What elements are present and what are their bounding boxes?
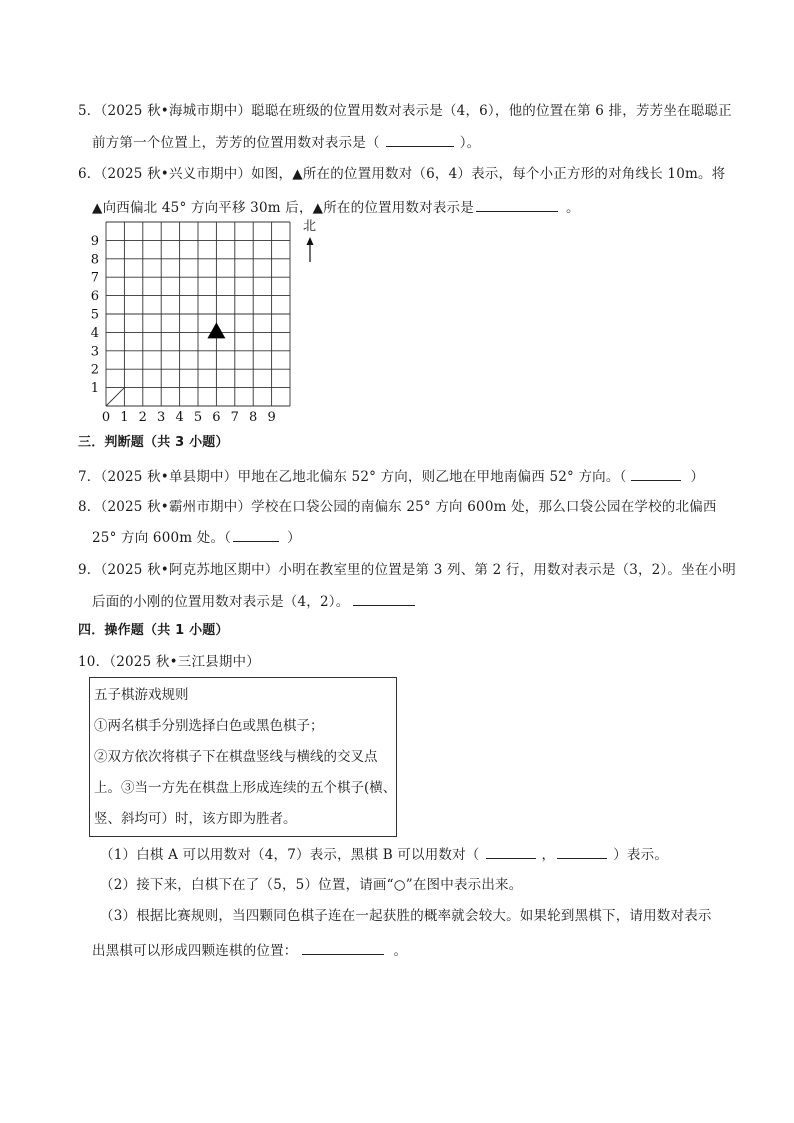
north-indicator <box>300 220 320 266</box>
q9-line1: 9．（2025 秋•阿克苏地区期中）小明在教室里的位置是第 3 列、第 2 行，用数对表示是（3，2）。坐在小明 <box>78 562 736 578</box>
rules-item-1: ①两名棋手分别选择白色或黑色棋子； <box>94 718 324 734</box>
q6-line2-end: 。 <box>565 200 580 216</box>
q6-line2-text: ▲向西偏北 45° 方向平移 30m 后，▲所在的位置用数对表示是 <box>92 200 474 216</box>
x-tick-label: 2 <box>138 410 147 425</box>
gomoku-rules-box <box>89 677 397 837</box>
q7-answer-blank[interactable] <box>631 466 681 481</box>
y-tick-label: 3 <box>90 344 99 360</box>
y-tick-label: 5 <box>90 307 99 323</box>
coordinate-grid-figure <box>80 218 330 428</box>
q6-answer-blank[interactable] <box>476 197 558 212</box>
q10-sub1-blank-b[interactable] <box>557 844 607 859</box>
q7-line <box>78 466 704 487</box>
q8-line2-end: ） <box>287 530 301 546</box>
x-tick-label: 0 <box>101 410 111 425</box>
y-tick-label: 2 <box>90 362 99 378</box>
q10-sub1-comma: ， <box>541 847 556 863</box>
y-tick-label: 8 <box>90 252 99 268</box>
q10-sub1-blank-a[interactable] <box>486 844 536 859</box>
q10-sub3-line2 <box>92 940 407 961</box>
y-tick-label: 6 <box>90 289 99 305</box>
q10-header: 10．（2025 秋•三江县期中） <box>78 654 260 670</box>
x-tick-label: 3 <box>157 410 166 425</box>
grid-diagonal <box>106 388 124 406</box>
q7-text: 7．（2025 秋•单县期中）甲地在乙地北偏东 52° 方向，则乙地在甲地南偏西 52° 方向。（ <box>78 469 627 485</box>
q10-sub3-blank[interactable] <box>302 940 384 955</box>
q10-sub1-end: ）表示。 <box>613 847 669 863</box>
q8-line1: 8．（2025 秋•霸州市期中）学校在口袋公园的南偏东 25° 方向 600m 处，那么口袋公园在学校的北偏西 <box>78 499 717 515</box>
north-arrow-icon <box>302 236 322 266</box>
q5-line1: 5．（2025 秋•海城市期中）聪聪在班级的位置用数对表示是（4，6），他的位置在第 6 排，芳芳坐在聪聪正 <box>78 103 732 119</box>
rules-item-2: ②双方依次将棋子下在棋盘竖线与横线的交叉点 <box>94 749 378 765</box>
q9-line2-text: 后面的小刚的位置用数对表示是（4，2）。 <box>92 594 350 610</box>
coordinate-grid <box>80 218 330 428</box>
x-tick-label: 6 <box>212 410 221 425</box>
x-tick-label: 1 <box>120 410 129 425</box>
x-tick-label: 7 <box>230 410 239 425</box>
y-tick-label: 1 <box>90 381 99 397</box>
q6-line2 <box>92 197 580 218</box>
triangle-marker <box>207 322 225 338</box>
q7-end: ） <box>690 469 705 485</box>
q8-line2 <box>92 527 301 548</box>
q9-line2 <box>92 591 415 612</box>
q5-line2-text: 前方第一个位置上，芳芳的位置用数对表示是（ <box>92 135 380 151</box>
q10-sub2: （2）接下来，白棋下在了（5，5）位置，请画“○”在图中表示出来。 <box>100 877 523 893</box>
q5-line2-end: ）。 <box>459 135 481 151</box>
q10-sub1-text: （1）白棋 A 可以用数对（4，7）表示，黑棋 B 可以用数对（ <box>100 847 480 863</box>
q5-answer-blank[interactable] <box>386 132 454 147</box>
x-tick-label: 8 <box>249 410 258 425</box>
q5-line2 <box>92 132 480 153</box>
rules-item-4: 竖、斜均可）时，该方即为胜者。 <box>94 811 297 827</box>
rules-item-3: 上。③当一方先在棋盘上形成连续的五个棋子(横、 <box>94 780 397 796</box>
y-tick-label: 7 <box>90 270 99 286</box>
q8-answer-blank[interactable] <box>233 527 279 542</box>
q9-answer-blank[interactable] <box>353 591 415 606</box>
y-tick-label: 9 <box>90 233 99 249</box>
q10-sub3-end: 。 <box>393 943 408 959</box>
q10-sub3-text: 出黑棋可以形成四颗连棋的位置： <box>92 943 298 959</box>
x-tick-label: 9 <box>267 410 276 425</box>
q10-sub3-line1: （3）根据比赛规则，当四颗同色棋子连在一起获胜的概率就会较大。如果轮到黑棋下，请用数对表示 <box>100 908 712 924</box>
y-tick-label: 4 <box>90 325 99 341</box>
q8-line2-text: 25° 方向 600m 处。（ <box>92 530 232 546</box>
section3-title: 三．判断题（共 3 小题） <box>78 435 229 450</box>
rules-title: 五子棋游戏规则 <box>94 687 189 703</box>
q10-sub1 <box>100 844 668 865</box>
north-label: 北 <box>303 219 317 234</box>
q6-line1: 6．（2025 秋•兴义市期中）如图，▲所在的位置用数对（6，4）表示，每个小正方形的对角线长 10m。将 <box>78 166 726 182</box>
x-tick-label: 4 <box>175 410 184 425</box>
x-tick-label: 5 <box>193 410 203 425</box>
section4-title: 四．操作题（共 1 小题） <box>78 623 229 638</box>
